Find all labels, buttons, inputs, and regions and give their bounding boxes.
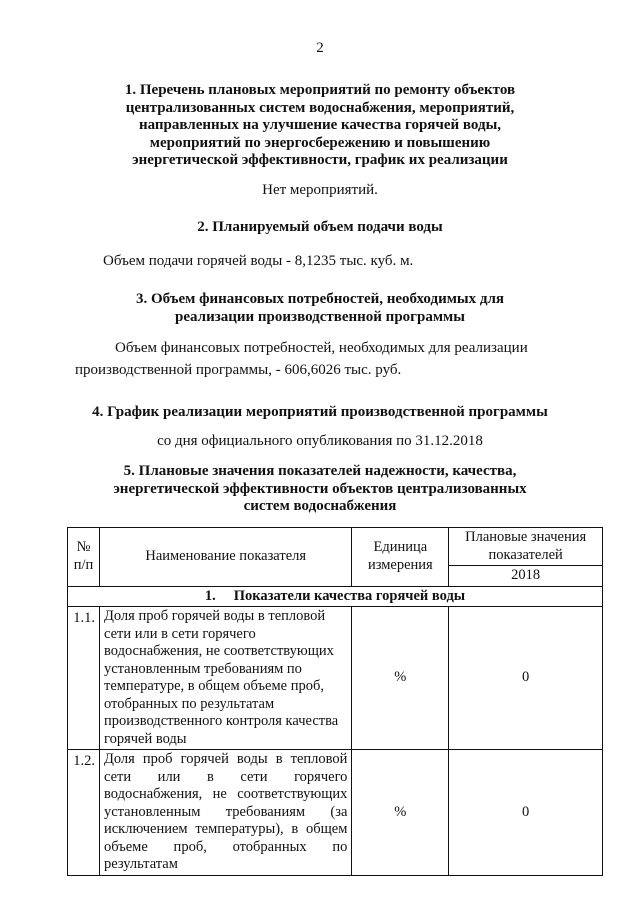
row-number: 1.2. bbox=[68, 750, 100, 876]
section-row-number: 1. bbox=[204, 587, 216, 604]
section-row-label: Показатели качества горячей воды bbox=[233, 587, 466, 604]
header-name: Наименование показателя bbox=[99, 528, 351, 587]
table-row bbox=[68, 750, 603, 876]
section-2-body: Объем подачи горячей воды - 8,1235 тыс. куб. м. bbox=[103, 253, 414, 269]
table-section-row bbox=[68, 586, 603, 607]
section-3-body: Объем финансовых потребностей, необходимых для реализации производственной программы, - 606,6026 тыс. руб. bbox=[75, 340, 528, 378]
row-indicator-name: Доля проб горячей воды в тепловой сети или в сети горячего водоснабжения, не соответствующих установленным требованиям по температуре, в общем объеме проб, отобранных по результатам производственного контроля качества горячей воды bbox=[99, 607, 351, 750]
section-1-body: Нет мероприятий. bbox=[262, 182, 378, 198]
row-indicator-name: Доля проб горячей воды в тепловой сети или в сети горячего водоснабжения, не соответствующих установленным требованиям (за исключением температуры), в общем объеме проб, отобранных по результатам bbox=[99, 750, 351, 876]
row-number: 1.1. bbox=[68, 607, 100, 750]
header-plan-values: Плановые значения показателей bbox=[449, 528, 603, 566]
header-number: № п/п bbox=[68, 528, 100, 587]
page-number: 2 bbox=[316, 40, 324, 56]
header-unit: Единица измерения bbox=[352, 528, 449, 587]
section-4-title: 4. График реализации мероприятий производственной программы bbox=[92, 404, 548, 420]
section-3-title: 3. Объем финансовых потребностей, необходимых для реализации производственной программы bbox=[135, 291, 505, 325]
row-unit: % bbox=[352, 750, 449, 876]
row-value: 0 bbox=[449, 607, 603, 750]
page-bottom-edge bbox=[0, 880, 640, 905]
row-value: 0 bbox=[449, 750, 603, 876]
table-row bbox=[68, 607, 603, 750]
section-5-title: 5. Плановые значения показателей надежности, качества, энергетической эффективности объектов централизованных систем водоснабжения bbox=[113, 463, 527, 514]
section-2-title: 2. Планируемый объем подачи воды bbox=[197, 219, 443, 235]
indicators-table bbox=[67, 527, 603, 876]
section-4-body: со дня официального опубликования по 31.12.2018 bbox=[157, 433, 483, 449]
section-1-title: 1. Перечень плановых мероприятий по ремонту объектов централизованных систем водоснабжения, мероприятий, направленных на улучшение качества горячей воды, мероприятий по энергосбережению и повышению энергетической эффективности, график их реализации bbox=[124, 82, 516, 168]
header-year: 2018 bbox=[449, 566, 603, 587]
row-unit: % bbox=[352, 607, 449, 750]
table-header-row bbox=[68, 528, 603, 566]
